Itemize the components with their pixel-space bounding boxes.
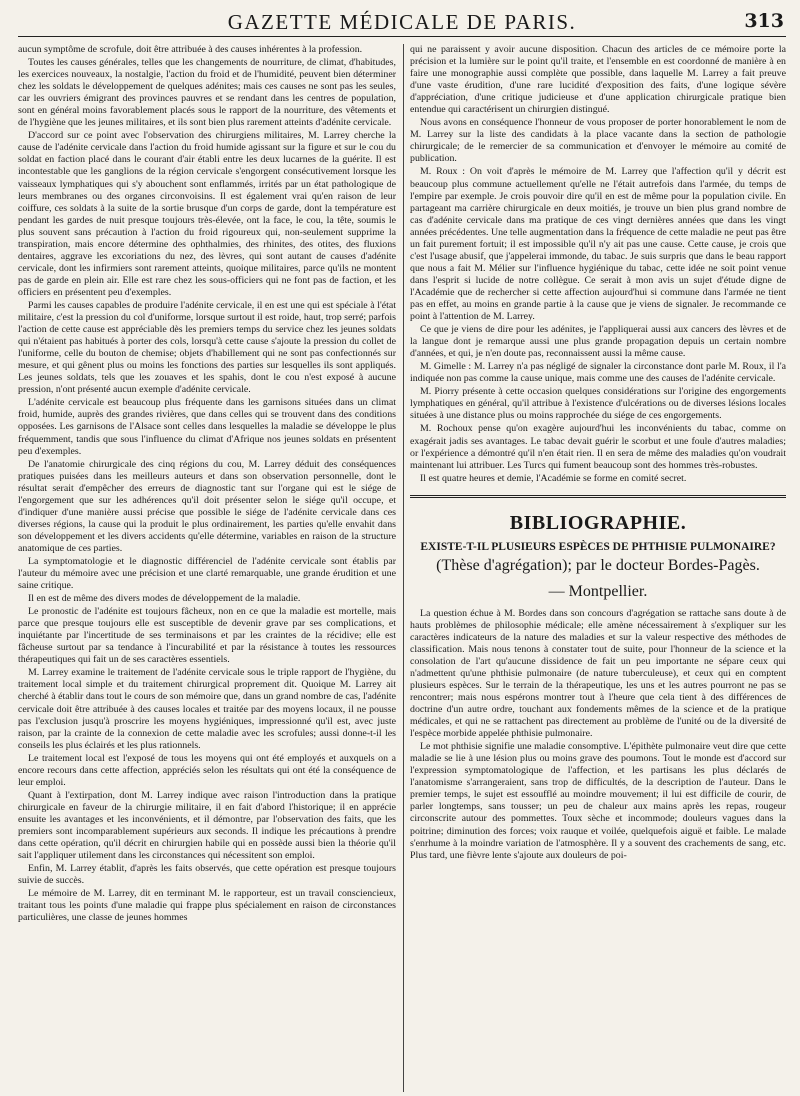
left-column bbox=[18, 44, 396, 1092]
paragraph: La question échue à M. Bordes dans son concours d'agrégation se rattache sans doute à de hauts problèmes de philosophie médicale; elle amène nécessairement à s'expliquer sur les caractères indicateurs de la nature des maladies et sur la valeur respective des méthodes de classification. Mais nous tenons à constater tout de suite, pour l'honneur de la science et la consolation de l'art qu'aucune dissidence de fait un peu importante ne sépare ceux qui n'admettent qu'une phthisie pulmonaire (de nature tuberculeuse), et ceux qui en comptent plusieurs espèces. Sur le terrain de la thérapeutique, les uns et les autres pourront ne pas se rencontrer; mais nous espérons montrer tout à l'heure que cela tient à des différences de doctrine d'un autre ordre, touchant aux fondements mêmes de la science et de la pratique médicales, et qui ne se rattachent pas directement au problème de l'unité ou de la diversité de l'espèce morbide appelée phthisie pulmonaire. bbox=[410, 607, 786, 740]
bibliographie-heading: BIBLIOGRAPHIE. bbox=[509, 511, 687, 534]
paragraph: Il est quatre heures et demie, l'Académie se forme en comité secret. bbox=[420, 472, 687, 484]
journal-title: GAZETTE MÉDICALE DE PARIS. bbox=[227, 10, 577, 34]
page-number: 313 bbox=[744, 10, 784, 32]
right-column bbox=[410, 44, 786, 1092]
paragraph: M. Gimelle : M. Larrey n'a pas négligé de signaler la circonstance dont parle M. Roux, il l'a indiquée non pas comme la cause unique, mais comme une des causes de l'adénite cervicale. bbox=[410, 361, 786, 385]
paragraph: M. Roux : On voit d'après le mémoire de M. Larrey que l'affection qu'il y décrit est beaucoup plus commune actuellement qu'elle ne l'était autrefois dans l'armée, du temps de l'empire par exemple. Je crois pouvoir dire qu'il en est de même pour la population civile. En partageant ma carrière chirurgicale en deux moitiés, je trouve un bien plus grand nombre de cas d'adénite cervicale dans ma pratique de ces vingt dernières années que dans les vingt années précédentes. Une telle augmentation dans la fréquence de cette maladie ne peut pas être un fait purement fortuit; il est impossible qu'il n'y ait pas une cause. Cette cause, je crois que c'est l'usage abusif, que j'appelerai immonde, du tabac. Je suis surpris que dans le beau rapport que nous a fait M. Mélier sur l'influence hygiénique du tabac, cette idée ne soit point venue dans l'esprit si lucide de notre collègue. Ce serait à mon avis un sujet d'étude digne de l'Académie que de rechercher si cette affection aujourd'hui si commune dans l'armée ne tient pas en effet, au moins en grande partie à la cause que je viens de signaler. Je recommande ce point à l'attention de M. Larrey. bbox=[410, 166, 786, 323]
these-line: (Thèse d'agrégation); par le docteur Bordes-Pagès. bbox=[436, 556, 760, 574]
columns bbox=[18, 44, 786, 1092]
these-place: — Montpellier. bbox=[548, 582, 648, 600]
paragraph: Quant à l'extirpation, dont M. Larrey indique avec raison l'introduction dans la pratique chirurgicale en faveur de la chirurgie militaire, il en fait d'abord l'historique; il en apprécie ensuite les avantages et les inconvénients, et il démontre, par l'observation des faits, que les premiers sont incomparablement supérieurs aux seconds. Il indique les précautions à prendre dans cette opération, qu'il décrit en chirurgien habile qui en possède aussi bien la théorie qu'il sait l'appliquer utilement dans les circonstances qui nécessitent son emploi. bbox=[18, 789, 396, 862]
paragraph: L'adénite cervicale est beaucoup plus fréquente dans les garnisons situées dans un climat froid, humide, auprès des grandes rivières, que dans celles qui se trouvent dans des conditions opposées. Les garnisons de l'Alsace sont celles dans lesquelles la maladie se développe le plus fréquemment, tandis que sous l'influence du climat d'Afrique nos jeunes soldats en présentent peu d'exemples. bbox=[18, 397, 396, 457]
paragraph: Il en est de même des divers modes de développement de la maladie. bbox=[28, 593, 301, 605]
page-header bbox=[18, 6, 786, 37]
paragraph: Nous avons en conséquence l'honneur de vous proposer de porter honorablement le nom de M. Larrey sur la liste des candidats à la place vacante dans la section de pathologie chirurgicale; de le remercier de sa communication et d'envoyer le mémoire au comité de publication. bbox=[410, 117, 786, 165]
paragraph: Le pronostic de l'adénite est toujours fâcheux, non en ce que la maladie est mortelle, mais parce que presque toujours elle est susceptible de devenir grave par ses complications, et inquiétante par l'incertitude de ses terminaisons et par les craintes de la récidive; elle est fâcheuse surtout par sa tendance à l'incurabilité et par la résistance à toutes les ressources thérapeutiques qui fait un de ses caractères essentiels. bbox=[18, 606, 396, 666]
paragraph: La symptomatologie et le diagnostic différenciel de l'adénite cervicale sont établis par l'auteur du mémoire avec une précision et une clarté remarquable, une grande érudition et une saine critique. bbox=[18, 555, 396, 592]
paragraph: aucun symptôme de scrofule, doit être attribuée à des causes inhérentes à la profession. bbox=[18, 44, 363, 55]
paragraph: Le mémoire de M. Larrey, dit en terminant M. le rapporteur, est un travail consciencieux, traitant tous les points d'une maladie qui frappe plus spécialement en raison de circonstances particulières, une classe de jeunes hommes bbox=[18, 888, 396, 924]
paragraph: qui ne paraissent y avoir aucune disposition. Chacun des articles de ce mémoire porte la précision et la lumière sur le point qu'il traite, et l'ensemble en est coordonné de manière à en faire une monographie aussi complète que possible, dans laquelle M. Larrey a fait preuve d'une vaste érudition, d'une rare lucidité d'exposition des faits, d'une logique sévère d'appréciation, d'une critique judicieuse et d'une application chirurgicale pratique bien entendue qui caractérisent un chirurgien distingué. bbox=[410, 44, 786, 116]
paragraph: M. Rochoux pense qu'on exagère aujourd'hui les inconvénients du tabac, comme on exagérait jadis ses avantages. Le tabac devait guérir le scorbut et une foule d'autres maladies; or l'expérience a démontré qu'il n'en était rien. Il en sera de même des maladies qu'on voudrait maintenant lui attribuer. Les Turcs qui fument beaucoup sont des hommes très-robustes. bbox=[410, 423, 786, 471]
paragraph: Parmi les causes capables de produire l'adénite cervicale, il en est une qui est spéciale à l'état militaire, c'est la pression du col d'uniforme, lorsque surtout il est roide, haut, trop serré; parfois l'action de cette cause est appréciable dès les premiers temps du service chez les jeunes soldats qui n'étaient pas habitués à porter des cols, lorsqu'à cette cause s'ajoute la pression du collet de l'uniforme, celle du bouton de chemise; objets d'habillement qui ne sont pas confectionnés sur mesure, et qui gênent plus ou moins les fonctions des parties sur lesquelles ils sont appliqués. Les jeunes soldats, tels que les zouaves et les spahis, dont le cou n'est exposé à aucune pression, n'ont présenté aucun exemple d'adénite cervicale. bbox=[18, 299, 396, 396]
paragraph: Le traitement local est l'exposé de tous les moyens qui ont été employés et auxquels on a encore recours dans cette affection, appréciés selon les résultats qui ont été la conséquence de leur emploi. bbox=[18, 752, 396, 788]
paragraph: Le mot phthisie signifie une maladie consomptive. L'épithète pulmonaire veut dire que cette maladie se lie à une lésion plus ou moins grave des poumons. Tout le monde est d'accord sur l'expression symptomatologique de l'affection, et les partisans les plus déclarés de l'anatomisme s'arrangeraient, sans trop de difficultés, de la description de l'auteur. Dans le premier temps, le sujet est essoufflé au moindre mouvement; il lui est difficile de courir, de parler longtemps, sans tousser; un peu de chaleur aux mains après les repas, rougeur circonscrite autour des pommettes. Toux sèche et incommode; douleurs vagues dans la poitrine; diminution des forces; voix rauque et voilée, quelquefois aiguë et faible. Le malade s'enrhume à la moindre variation de l'atmosphère. Il y a souvent des crachements de sang, etc. Plus tard, une fièvre lente s'ajoute aux douleurs de poi- bbox=[410, 741, 786, 861]
paragraph: M. Larrey examine le traitement de l'adénite cervicale sous le triple rapport de l'hygiène, du traitement local simple et du traitement chirurgical proprement dit. Quoique M. Larrey ait cherché à établir dans tout le cours de son mémoire que, dans un grand nombre de cas, l'adénite cervicale doit être attribuée à des causes locales et traitée par des moyens locaux, il ne pousse pas l'exclusion jusqu'à proscrire les moyens hygiéniques, impressionné qu'il est, avec juste raison, par la crainte de la connexion de cette maladie avec les scrofules; aussi donne-t-il les conseils les plus éclairés et les plus rationnels. bbox=[18, 667, 396, 751]
paragraph: Ce que je viens de dire pour les adénites, je l'appliquerai aussi aux cancers des lèvres et de la langue dont je remarque aussi une plus grande propagation depuis un certain nombre d'années, et qui, je n'en doute pas, reconnaissent aussi la même cause. bbox=[410, 324, 786, 360]
paragraph: D'accord sur ce point avec l'observation des chirurgiens militaires, M. Larrey cherche la cause de l'adénite cervicale dans l'action du froid humide agissant sur la figure et sur le cou du soldat en faction placé dans le courant d'air établi entre les deux lucarnes de la guérite. Il est incontestable que les ganglions de la région cervicale s'engorgent consécutivement lorsque les vaisseaux lymphatiques qui s'y abouchent sont enflammés, irrités par un état pathologique de leurs membranes ou des organes circonvoisins. Il est également vrai qu'en raison de leur coiffure, ces soldats à la suite de la sortie brusque d'un corps de garde, dont la température est pendant les gardes de nuit presque toujours très-élevée, ont la face, le cou, la tête, soumis le plus souvent sans précaution à l'action du froid rigoureux qui, non-seulement supprime la transpiration, mais encore détermine des ophthalmies, des rhinites, des otites, des fluxions dentaires, aggrave les excoriations du nez, des lèvres, qui sont autant de causes d'adénite cervicale, dont les infirmiers sont rarement atteints, quoique militaires, parce qu'ils ne montent pas de garde en plein air. Elle est rare chez les sous-officiers qui ne font pas de faction, et les officiers en présentent peu d'exemples. bbox=[18, 130, 396, 298]
paragraph: De l'anatomie chirurgicale des cinq régions du cou, M. Larrey déduit des conséquences pratiques puisées dans les meilleurs auteurs et dans son observation personnelle, dont le résultat serait d'empêcher des erreurs de diagnostic tant sur l'organe qui est le siége de l'engorgement que sur les adhérences qu'il doit présenter selon le siége qu'il occupe, et d'indiquer d'une manière aussi précise que possible le siége de l'adénite cervicale dans ces diverses régions, la cause qui la produit le plus ordinairement, les parties qu'elle envahit dans son développement et les divers accidents qu'elle détermine, variables en raison de la structure anatomique de ces parties. bbox=[18, 458, 396, 554]
paragraph: Toutes les causes générales, telles que les changements de nourriture, de climat, d'habitudes, les exercices nouveaux, la nostalgie, l'action du froid et de l'humidité, peuvent bien déterminer chez les soldats le développement de quelques adénites; mais ces causes ne sont pas les seules, car les ouvriers émigrant des provinces pauvres et se rendant dans les centres de population, sont en général moins favorablement placés sous le rapport de la nourriture, des vêtements et de l'hygiène que les jeunes militaires, et ils sont bien plus rarement atteints d'adénite cervicale. bbox=[18, 57, 396, 129]
section-separator bbox=[410, 495, 786, 498]
column-rule bbox=[403, 44, 404, 1092]
article-question: EXISTE-T-IL PLUSIEURS ESPÈCES DE PHTHISIE PULMONAIRE? bbox=[420, 540, 776, 553]
paragraph: M. Piorry présente à cette occasion quelques considérations sur l'origine des engorgements lymphatiques en général, qu'il attribue à l'existence d'ulcérations ou de diverses lésions locales situées à une distance plus ou moins rapprochée du siége de ces engorgements. bbox=[410, 386, 786, 422]
paragraph: Enfin, M. Larrey établit, d'après les faits observés, que cette opération est presque toujours suivie de succès. bbox=[18, 863, 396, 887]
